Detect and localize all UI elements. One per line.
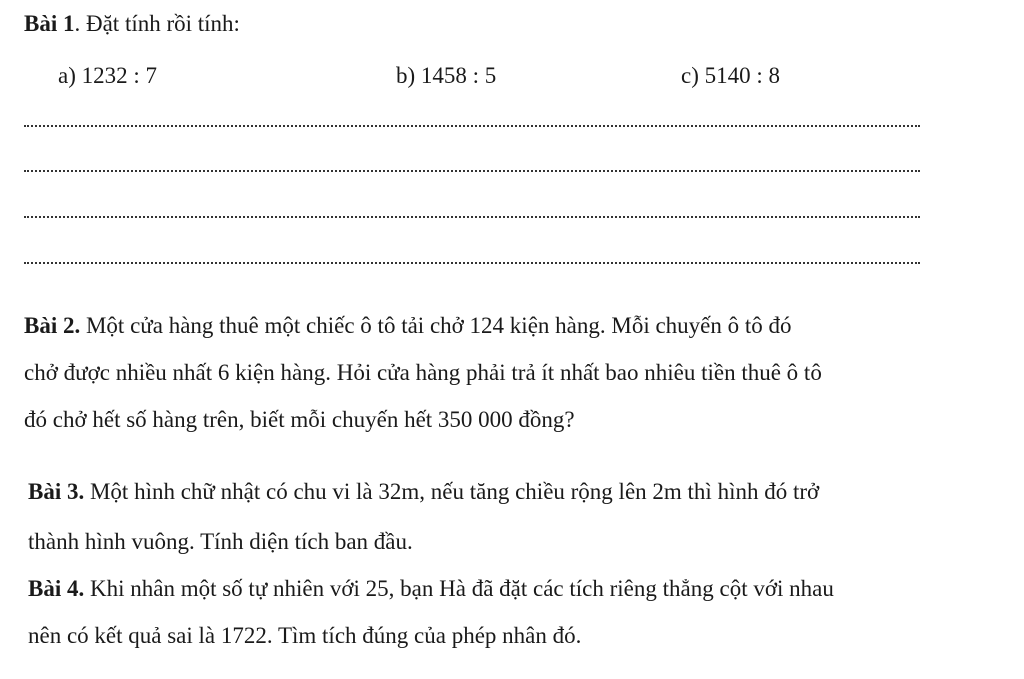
bai2-line-3: đó chở hết số hàng trên, biết mỗi chuyến hết 350 000 đồng?: [24, 407, 575, 432]
answer-dotted-line: [24, 216, 920, 218]
answer-dotted-line: [24, 262, 920, 264]
bai1-item-c: c) 5140 : 8: [681, 63, 781, 88]
bai3-line-2: thành hình vuông. Tính diện tích ban đầu.: [28, 529, 413, 554]
bai2-label: Bài 2.: [24, 313, 81, 338]
bai1-heading: [24, 10, 240, 38]
bai3-line-1: [28, 478, 819, 506]
bai4-text-1: Khi nhân một số tự nhiên với 25, bạn Hà đã đặt các tích riêng thẳng cột với nhau: [84, 576, 834, 601]
bai3-label: Bài 3.: [28, 479, 85, 504]
bai1-item-b: b) 1458 : 5: [396, 63, 497, 88]
bai1-title: . Đặt tính rồi tính:: [74, 11, 240, 36]
bai1-item-a: a) 1232 : 7: [58, 63, 158, 88]
bai3-text-1: Một hình chữ nhật có chu vi là 32m, nếu tăng chiều rộng lên 2m thì hình đó trở: [84, 479, 820, 504]
bai4-line-1: [28, 575, 834, 603]
bai2-line-1: [24, 312, 792, 340]
bai2-line-2: chở được nhiều nhất 6 kiện hàng. Hỏi cửa hàng phải trả ít nhất bao nhiêu tiền thuê ô tô: [24, 360, 822, 385]
bai4-line-2: nên có kết quả sai là 1722. Tìm tích đúng của phép nhân đó.: [28, 623, 582, 648]
bai1-label: Bài 1: [24, 11, 75, 36]
answer-dotted-line: [24, 170, 920, 172]
bai2-text-1: Một cửa hàng thuê một chiếc ô tô tải chở 124 kiện hàng. Mỗi chuyến ô tô đó: [80, 313, 792, 338]
bai4-label: Bài 4.: [28, 576, 85, 601]
answer-dotted-line: [24, 125, 920, 127]
